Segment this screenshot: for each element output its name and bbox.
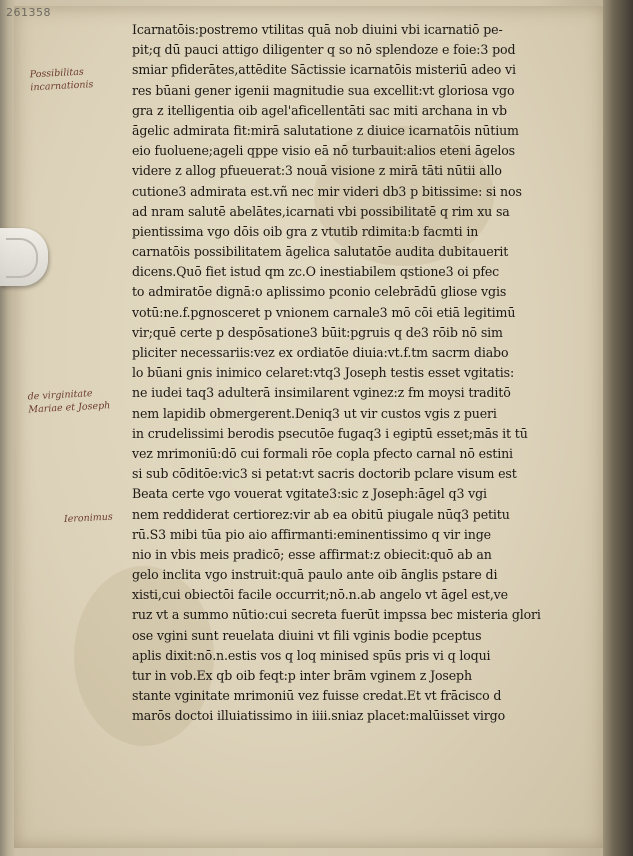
shelfmark-label: 261358 [6,6,51,19]
text-line: tur in vob.Ex qb oib feqt:p inter brām vginem z Joseph [132,668,472,683]
text-line: pientissima vgo dōis oib gra z vtutib rdimita:b facmti in [132,223,479,239]
text-line: carnatōis possibilitatem āgelica salutatōe audita dubitauerit [132,244,509,260]
marginal-note: Ieronimus [63,511,114,526]
text-line: aplis dixit:nō.n.estis vos q loq minised spūs pris vi q loqui [132,647,491,663]
text-line: ne iudei taq3 adulterā insimilarent vginez:z fm moysi traditō [132,385,511,401]
text-line: res būani gener igenii magnitudie sua excellit:vt gloriosa vgo [132,82,515,98]
text-line: pit;q dū pauci attigo diligenter q so nō splendoze e foie:3 pod [132,42,516,58]
text-line: eio fuoluene;ageli qppe visio eā nō turbauit:alios eteni āgelos [132,143,515,159]
text-line: Icarnatōis:postremo vtilitas quā nob diuini vbi icarnatiō pe- [132,22,503,37]
book-spine [603,0,633,856]
page-clip-icon [0,228,48,286]
text-line: nem lapidib obmergerent.Deniq3 ut vir custos vgis z pueri [132,405,497,421]
text-line: ad nram salutē abelātes,icarnati vbi possibilitatē q rim xu sa [132,203,510,219]
marginal-note: de virginitate Mariae et Joseph [27,388,111,416]
text-line: ruz vt a summo nūtio:cui secreta fuerūt impssa bec misteria glori [132,607,541,623]
text-line: gelo inclita vgo instruit:quā paulo ante oib ānglis pstare di [132,567,498,583]
text-line: votū:ne.f.pgnosceret p vnionem carnale3 mō cōi etiā legitimū [132,304,516,320]
text-line: rū.S3 mibi tūa pio aio affirmanti:eminentissimo q vir inge [132,526,491,542]
text-line: smiar pfiderātes,attēdite Sāctissie icarnatōis misteriū adeo vi [132,62,516,78]
text-line: Beata certe vgo vouerat vgitate3:sic z Joseph:āgel q3 vgi [132,486,487,502]
text-line: videre z allog pfueuerat:3 nouā visione z mirā tāti nūtii allo [132,163,502,179]
text-line: nem reddiderat certiorez:vir ab ea obitū piugale nūq3 petitu [132,506,510,522]
text-line: ose vgini sunt reuelata diuini vt fili vginis bodie pceptus [132,627,482,643]
text-line: gra z itelligentia oib agel'aficellentāti sac miti archana in vb [132,102,507,118]
text-line: lo būani gnis inimico celaret:vtq3 Joseph testis esset vgitatis: [132,365,515,381]
text-line: dicens.Quō fiet istud qm zc.O inestiabilem qstione3 oi pfec [132,264,500,280]
marginal-note: Possibilitas incarnationis [29,66,94,94]
text-line: to admiratōe dignā:o aplissimo pconio celebrādū gliose vgis [132,284,507,300]
text-line: vez mrimoniū:dō cui formali rōe copla pfecto carnal nō estini [132,445,513,461]
main-text-block [132,20,574,727]
text-line: cutione3 admirata est.vñ nec mir videri db3 p bitissime: si nos [132,183,522,199]
text-line: vir;quē certe p despōsatione3 būit:pgruis q de3 rōib nō sim [132,324,503,340]
text-line: āgelic admirata fit:mirā salutatione z diuice icarnatōis nūtium [132,122,519,138]
text-line: nio in vbis meis pradicō; esse affirmat:z obiecit:quō ab an [132,546,492,562]
text-line: marōs doctoi illuiatissimo in iiii.sniaz placet:malūisset virgo [132,708,506,724]
text-line: in crudelissimi berodis psecutōe fugaq3 i egiptū esset;mās it tū [132,425,528,441]
text-line: pliciter necessariis:vez ex ordiatōe diuia:vt.f.tm sacrm diabo [132,345,509,360]
text-line: si sub cōditōe:vic3 si petat:vt sacris doctorib pclare visum est [132,466,517,482]
text-line: stante vginitate mrimoniū vez fuisse credat.Et vt frācisco d [132,688,502,704]
text-line: xisti,cui obiectōi facile occurrit;nō.n.ab angelo vt āgel est,ve [132,587,508,603]
